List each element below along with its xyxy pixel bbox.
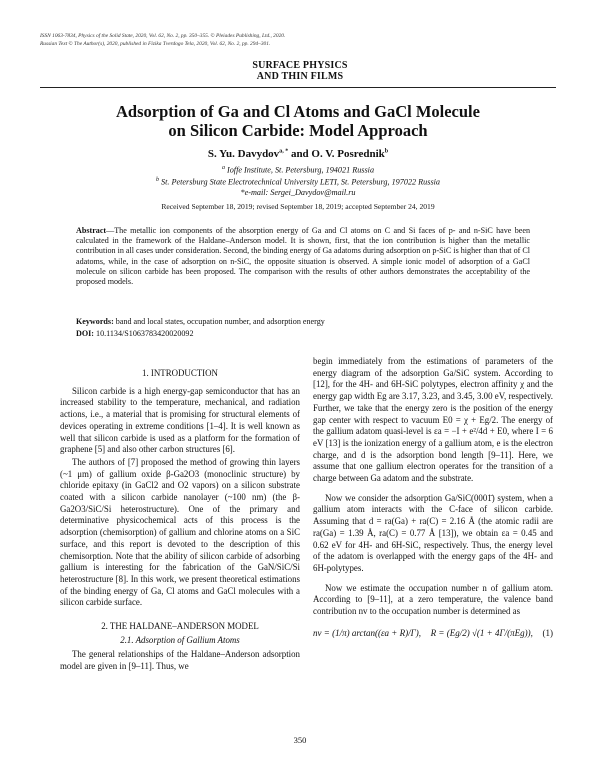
author-1-sup: a, * [279, 148, 289, 155]
keywords-label: Keywords: [76, 317, 114, 326]
abstract-text: —The metallic ion components of the absorption energy of Ga and Cl atoms on C and Si faces of p- and n-SiC have been calculated in the framework of the Haldane–Anderson model. It is shown, first, that the ion contribution is higher than the metallic contribution in all cases under consideration. Second, the binding energy of Ga adatoms during adsorption on p-SiC is higher than that of Cl adatoms, while, in the case of adsorption on n-SiC, the opposite situation is observed. A simple ionic model of adsorption of a GaCl molecule on silicon carbide has been proposed. The comparison with the results of other authors demonstrates the acceptability of the proposed models. [76, 226, 530, 287]
journal-header [40, 32, 285, 48]
doi [76, 328, 530, 339]
header-divider [40, 87, 556, 88]
doi-label: DOI: [76, 329, 94, 338]
equation-1 [313, 628, 553, 640]
right-column [313, 356, 553, 639]
section-label [0, 60, 600, 82]
paper-title [40, 102, 556, 140]
title-line1: Adsorption of Ga and Cl Atoms and GaCl Molecule [116, 102, 480, 121]
affiliation-a: $^a$ Ioffe Institute, St. Petersburg, 194021 Russia [221, 165, 375, 175]
intro-heading: 1. INTRODUCTION [142, 368, 218, 378]
title-line2: on Silicon Carbide: Model Approach [168, 121, 428, 140]
email[interactable]: *e-mail: Sergei_Davydov@mail.ru [240, 188, 356, 197]
equation-1-left: nv = (1/π) arctan((εa + R)/Γ), [313, 627, 421, 638]
equation-1-number: (1) [542, 627, 553, 638]
author-list [40, 148, 556, 160]
keywords-text: band and local states, occupation number, and adsorption energy [113, 317, 325, 326]
intro-paragraph-2: The authors of [7] proposed the method of growing thin layers (~1 μm) of gallium oxide β-Ga2O3 (monoclinic structure) by chloride epitaxy (in GaCl2 and O2 vapors) on a silicon substrate coated with a silicon carbide nanolayer (~100 nm) (the β-Ga2O3/SiC/Si heterostructure). One of the primary and determinative physicochemical acts of this process is the adsorption (chemisorption) of gallium and chlorine atoms on a SiC surface, and this report is devoted to the description of this chemisorption. Note that the ability of silicon carbide of adsorbing gallium is interesting for the fabrication of the GaN/SiC/Si heterostructure [8]. In this work, we present theoretical estimations of the binding energy of Ga, Cl atoms and GaCl molecules with a silicon carbide surface. [60, 456, 300, 608]
journal-header-line2: Russian Text © The Author(s), 2020, published in Fizika Tverdogo Tela, 2020, Vol. 62, No. 2, pp. 294–301. [40, 41, 271, 47]
equation-1-right: R = (Eg/2) √(1 + 4Γ/(πEg)), [430, 627, 533, 638]
abstract-label: Abstract [76, 226, 107, 235]
section-line2: AND THIN FILMS [256, 71, 344, 82]
affiliation-b: $^b$ St. Petersburg State Electrotechnical University LETI, St. Petersburg, 197022 Russia [155, 177, 441, 187]
model-paragraph-1: The general relationships of the Haldane–Anderson adsorption model are given in [9–11]. Thus, we [60, 649, 300, 672]
author-1: S. Yu. Davydov [207, 148, 280, 160]
left-column [60, 368, 300, 673]
section-line1: SURFACE PHYSICS [252, 60, 348, 71]
right-paragraph-1: begin immediately from the estimations of parameters of the energy diagram of the adsorption Ga/SiC system. According to [12], for the 4H- and 6H-SiC polytypes, electron affinity χ and the energy gap width Eg are 3.17, 3.23, and 3.45, 3.00 eV, respectively. Further, we take that the energy zero is the position of the energy gap center with respect to vacuum E0 = χ + Eg/2. The energy of the gallium adatom quasi-level is εa = −I + e²/4d + E0, where I = 6 eV [13] is the ionization energy of a gallium atom, e is the electron charge, and d is the adsorption bond length [9–11]. Here, we assume that one gallium electron operates for the transition of a charge between Ga adatom and the substrate. [313, 356, 553, 484]
received-dates: Received September 18, 2019; revised September 18, 2019; accepted September 24, 2019 [161, 202, 435, 211]
author-2: and O. V. Posrednik [288, 148, 385, 160]
subsection-heading: 2.1. Adsorption of Gallium Atoms [120, 634, 240, 645]
model-heading: 2. THE HALDANE–ANDERSON MODEL [101, 621, 259, 632]
abstract [76, 226, 530, 287]
right-paragraph-3: Now we estimate the occupation number n of gallium atom. According to [9–11], at a zero temperature, the valence band contribution nv to the occupation number is determined as [313, 582, 553, 617]
journal-header-line1: ISSN 1063-7834, Physics of the Solid State, 2020, Vol. 62, No. 2, pp. 350–355. © Pleiades Publishing, Ltd., 2020. [40, 33, 286, 39]
keywords [76, 316, 530, 327]
author-2-sup: b [384, 148, 389, 155]
page-number: 350 [293, 735, 307, 745]
intro-paragraph-1: Silicon carbide is a high energy-gap semiconductor that has an increased stability to the temperature, mechanical, and radiation actions, i.e., a material that is promising for structural elements of devices operating in extreme conditions [1–4]. It is well known as well that silicon carbide is used as a platform for the formation of graphene [5] and also other carbon structures [6]. [60, 385, 300, 455]
doi-link[interactable]: 10.1134/S1063783420020092 [94, 329, 194, 338]
right-paragraph-2: Now we consider the adsorption Ga/SiC(0001̄) system, when a gallium atom interacts with the C-face of silicon carbide. Assuming that d = ra(Ga) + ra(C) = 2.16 Å (the atomic radii are ra(Ga) = 1.39 Å, ra(C) = 0.77 Å [13]), we obtain εa = 0.45 and 0.62 eV for 4H- and 6H-SiC, respectively. Thus, the energy level of the adatom is overlapped with the energy gaps of the 4H- and 6H-polytypes. [313, 492, 553, 573]
